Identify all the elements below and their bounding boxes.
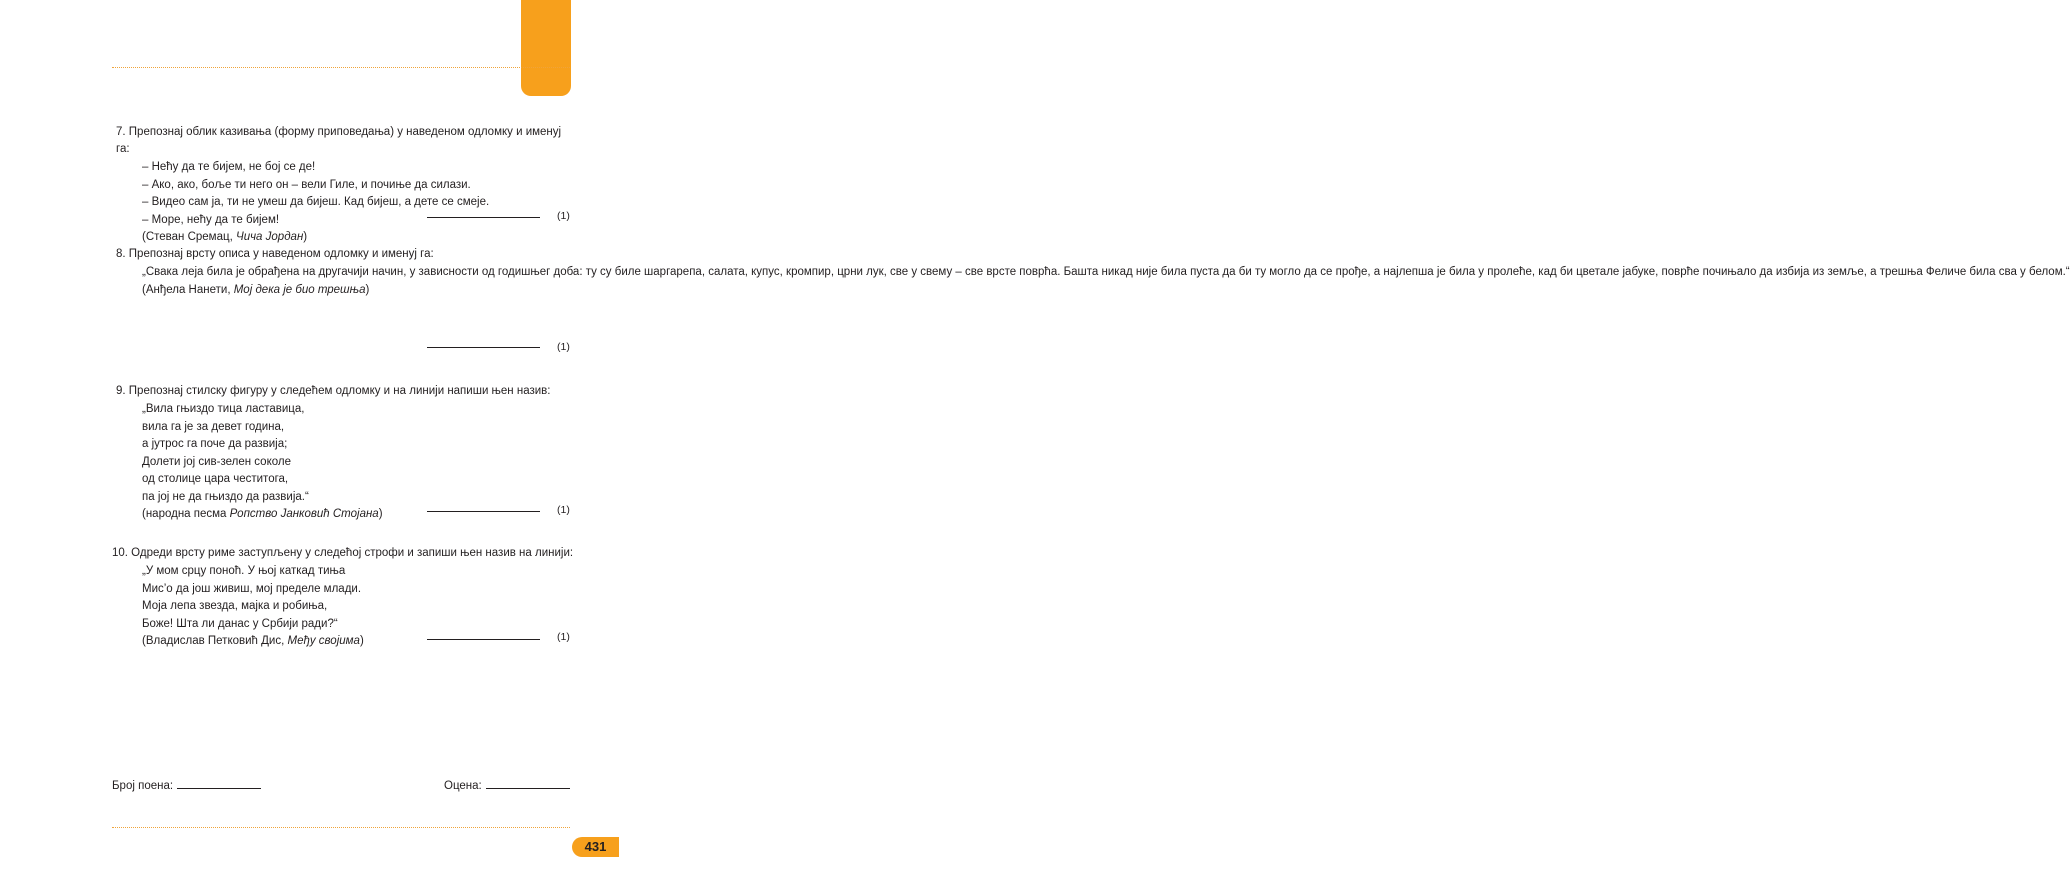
question-9-excerpt	[142, 401, 542, 524]
points-total-field[interactable]	[177, 787, 261, 789]
source-title: Међу својима	[287, 635, 360, 647]
question-7-heading: 7. Препознај облик казивања (форму приповедања) у наведеном одломку и именуј га:	[116, 126, 562, 155]
excerpt-line: Боже! Шта ли данас у Србији ради?“	[142, 617, 338, 630]
question-9-heading: 9. Препознај стилску фигуру у следећем одломку и на линији напиши њен назив:	[116, 385, 551, 397]
points-label: (1)	[557, 210, 570, 222]
chapter-tab	[521, 0, 571, 96]
excerpt-line: „Вила гњиздо тица ластавица,	[142, 403, 305, 415]
excerpt-line: Мис’о да још живиш, мој пределе млади.	[142, 582, 362, 595]
excerpt-source: (Владислав Петковић Дис, Међу својима)	[142, 635, 364, 647]
excerpt-line: – Нећу да те бијем, не бој се де!	[142, 161, 316, 173]
question-7	[116, 124, 576, 247]
excerpt-line: па јој не да гњиздо да развија.“	[142, 490, 309, 503]
question-8-excerpt	[142, 264, 2070, 299]
points-total-label: Број поена:	[112, 780, 174, 792]
source-title: Чича Јордан	[235, 231, 304, 243]
excerpt-line: „У мом срцу поноћ. У њој каткад тиња	[142, 565, 346, 577]
points-label: (1)	[557, 504, 570, 516]
page-number: 431	[572, 837, 619, 857]
excerpt-line: – Ако, ако, боље ти него он – вели Гиле, и почиње да силази.	[142, 178, 471, 191]
excerpt-line: вила га је за девет година,	[142, 420, 285, 433]
excerpt-line: од столице цара честитога,	[142, 473, 289, 485]
excerpt-line: а јутрос га поче да развија;	[142, 438, 288, 450]
excerpt-source: (народна песма Ропство Јанковић Стојана)	[142, 508, 383, 520]
excerpt-line: Моја лепа звезда, мајка и робиња,	[142, 600, 328, 612]
answer-line[interactable]	[427, 217, 540, 218]
points-total	[112, 778, 261, 794]
excerpt-source: (Анђела Нанети, Мој дека је био трешња)	[142, 283, 370, 296]
question-10-excerpt	[142, 563, 542, 651]
excerpt-source: (Стеван Сремац, Чича Јордан)	[142, 231, 308, 243]
question-10	[112, 545, 576, 651]
answer-line[interactable]	[427, 639, 540, 640]
top-dotted-divider	[112, 67, 570, 68]
question-8	[116, 246, 2070, 353]
excerpt-line: – Видео сам ја, ти не умеш да бијеш. Кад бијеш, а дете се смеје.	[142, 196, 490, 208]
source-title: Мој дека је био трешња	[233, 283, 366, 296]
answer-line[interactable]	[427, 511, 540, 512]
bottom-dotted-divider	[112, 827, 570, 828]
grade	[444, 778, 570, 794]
grade-field[interactable]	[486, 787, 570, 789]
question-10-heading: 10. Одреди врсту риме заступљену у следећој строфи и запиши њен назив на линији:	[112, 547, 574, 559]
question-9	[116, 383, 576, 524]
excerpt-line: Долети јој сив-зелен соколе	[142, 455, 291, 468]
answer-line[interactable]	[427, 347, 540, 348]
excerpt-paragraph: „Свака леја била је обрађена на другачији начин, у зависности од годишњег доба: ту су биле шаргарепа, салата, купус, кромпир, црни лук, све у свему – све врсте поврћа. Башта никад није била пуста да би ту могло да се прође, а најлепша је била у пролеће, кад би цветале јабуке, поврће почињало да избија из земље, а трешња Феличе била сва у белом.“	[142, 266, 2070, 278]
question-8-heading: 8. Препознај врсту описа у наведеном одломку и именуј га:	[116, 248, 434, 260]
points-label: (1)	[557, 341, 570, 353]
excerpt-line: – Море, нећу да те бијем!	[142, 213, 280, 226]
source-title: Ропство Јанковић Стојана	[229, 508, 379, 520]
points-label: (1)	[557, 631, 570, 643]
grade-label: Оцена:	[444, 780, 482, 792]
question-7-excerpt	[142, 159, 542, 247]
